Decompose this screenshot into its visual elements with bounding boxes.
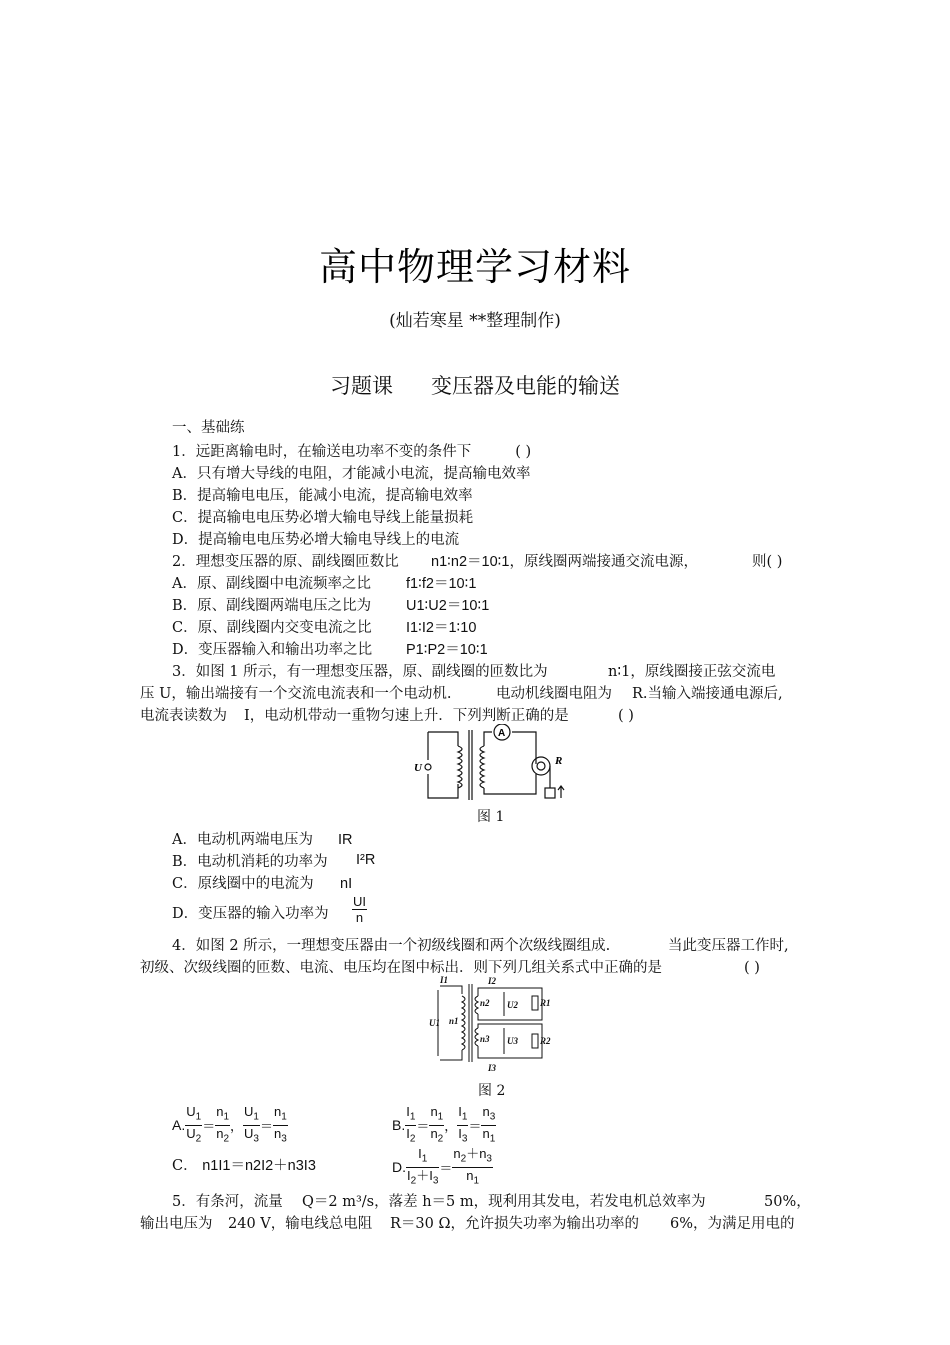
figure-2-caption: 图 2 [478,1083,506,1099]
q3-line3c: ( ) [618,708,634,724]
q4-option-b-label: B. [392,1117,406,1134]
figure-1-label-r: R [555,755,563,767]
q2-option-a-label: A．原、副线圈中电流频率之比 [172,576,371,592]
q1-stem [172,442,531,462]
q3-option-d-fraction [352,894,367,925]
q3-line2b: 电动机线圈电阻为 [496,686,612,702]
figure-2-label-r1: R1 [540,998,551,1008]
q5-line2a: 输出电压为 [140,1216,213,1232]
q2-option-b-label: B．原、副线圈两端电压之比为 [172,598,372,614]
q2-stem [172,552,399,572]
q1-option-d: D．提高输电电压势必增大输电导线上的电流 [172,532,460,548]
figure-2-label-i1: I1 [440,975,449,985]
figure-2-label-n1: n1 [449,1016,459,1026]
figure-2-diagram [428,974,554,1074]
q3-option-d-denominator: n [355,910,364,925]
q2-stem-a: 2．理想变压器的原、副线圈匝数比 [172,554,399,570]
q4-option-a: A. $\frac{U_1}{U_2}$ ＝ $\frac{n_1}{n_2}$ ， $\frac{U_1}{U_3}$ ＝ $\frac{n_1}{n_3}$ [172,1104,287,1145]
q3-option-b-value: I²R [356,852,376,868]
figure-2-label-n2: n2 [480,998,490,1008]
q5-line1c: 50%， [764,1194,811,1210]
q5-line2c: R＝30 Ω，允许损失功率为输出功率的 [390,1216,639,1232]
q2-stem-b: 则( ) [752,554,783,570]
figure-2-label-u3: U3 [507,1036,518,1046]
q3-line1a: 3．如图 1 所示，有一理想变压器，原、副线圈的匝数比为 [172,664,548,680]
q3-option-a-label: A．电动机两端电压为 [172,832,313,848]
q3-option-d-label: D．变压器的输入功率为 [172,906,329,922]
q4-option-d-label: D. [392,1159,406,1176]
lesson-title [0,370,950,400]
q4-option-c-label: C． [172,1158,198,1174]
q1-stem-text: 1．远距离输电时，在输送电功率不变的条件下 [172,444,472,460]
q5-line2d: 6%，为满足用电的 [670,1216,795,1232]
q3-option-c-value: nI [340,876,353,892]
figure-1-caption: 图 1 [477,809,505,825]
q1-option-c: C．提高输电电压势必增大输电导线上能量损耗 [172,510,474,526]
q2-option-c-value: I1∶I2＝1∶10 [406,620,477,636]
q2-option-d-label: D．变压器输入和输出功率之比 [172,642,373,658]
q3-line2c: R.当输入端接通电源后, [632,686,783,702]
figure-2-label-i3: I3 [488,1063,497,1073]
q1-answer-paren: ( ) [515,444,532,460]
figure-1-label-u: U [414,762,422,774]
q2-option-a-value: f1∶f2＝10∶1 [406,576,477,592]
q4-option-c [172,1156,316,1176]
q1-option-b: B．提高输电电压，能减小电流，提高输电效率 [172,488,473,504]
q4-option-d: D. $\frac{I_1}{I_2+I_3}$ ＝ $\frac{n_2+n_3}{n_1}$ [392,1146,492,1187]
section-heading: 一、基础练 [172,420,245,436]
q4-line2a: 初级、次级线圈的匝数、电流、电压均在图中标出．则下列几组关系式中正确的是 [140,960,662,976]
q5-line1a: 5．有条河，流量 [172,1194,283,1210]
q4-line2b: ( ) [744,960,760,976]
q3-option-d-numerator: UI [353,894,366,909]
figure-2-label-i2: I2 [488,976,497,986]
q4-option-a-label: A. [172,1117,186,1134]
figure-2-label-u2: U2 [507,1000,518,1010]
q2-option-d-value: P1∶P2＝10∶1 [406,642,488,658]
figure-1-diagram [408,724,568,804]
q5-line1b: Q＝2 m³/s，落差 h＝5 m，现利用其发电，若发电机总效率为 [302,1194,706,1210]
q4-option-b: B. $\frac{I_1}{I_2}$ ＝ $\frac{n_1}{n_2}$ ， $\frac{I_1}{I_3}$ ＝ $\frac{n_3}{n_1}$ [392,1104,496,1145]
lesson-label: 习题课 [330,374,393,398]
q4-option-c-expr: n1I1＝n2I2＋n3I3 [202,1158,316,1174]
q2-option-c-label: C．原、副线圈内交变电流之比 [172,620,372,636]
lesson-topic: 变压器及电能的输送 [431,374,620,398]
figure-1-label-a: A [498,728,506,739]
q3-option-b-label: B．电动机消耗的功率为 [172,854,328,870]
q3-line3b: I，电动机带动一重物匀速上升．下列判断正确的是 [244,708,569,724]
q3-option-c-label: C．原线圈中的电流为 [172,876,314,892]
q4-line1a: 4．如图 2 所示，一理想变压器由一个初级线圈和两个次级线圈组成. [172,938,611,954]
figure-2-label-r2: R2 [540,1036,551,1046]
q3-line1b: n∶1，原线圈接正弦交流电 [608,664,776,680]
page-title: 高中物理学习材料 [318,245,631,289]
q3-line3a: 电流表读数为 [140,708,227,724]
q2-stem-ratio: n1∶n2＝10∶1，原线圈两端接通交流电源， [431,554,698,570]
q5-line2b: 240 V，输电线总电阻 [228,1216,373,1232]
figure-2-label-n3: n3 [480,1034,490,1044]
q2-option-b-value: U1∶U2＝10∶1 [406,598,490,614]
q1-option-a: A．只有增大导线的电阻，才能减小电流，提高输电效率 [172,466,531,482]
q3-line2a: 压 U，输出端接有一个交流电流表和一个电动机. [140,686,452,702]
page-subtitle: (灿若寒星 **整理制作) [389,311,561,331]
q4-line1b: 当此变压器工作时, [668,938,789,954]
q3-option-a-value: IR [338,832,353,848]
figure-2-label-u1: U1 [429,1018,440,1028]
